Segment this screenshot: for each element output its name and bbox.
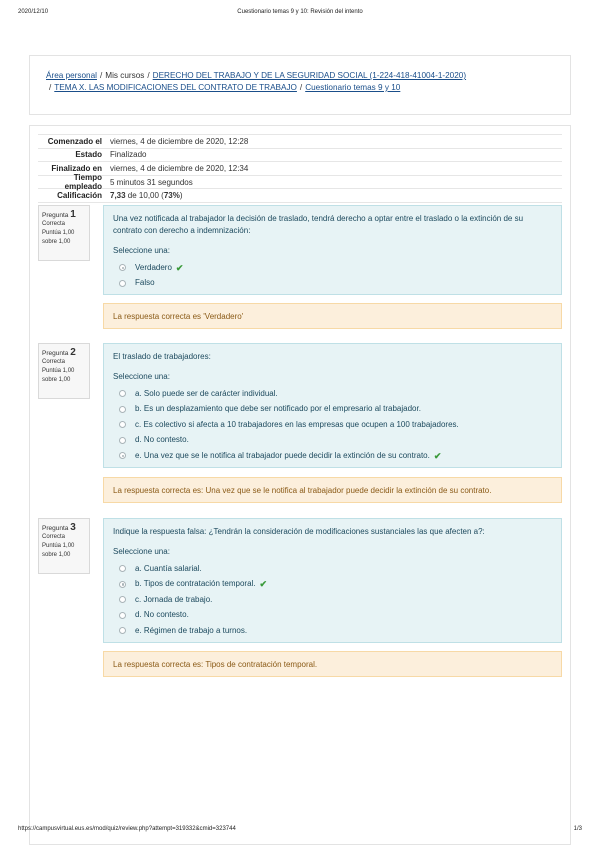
answer-option[interactable]: e. Una vez que se le notifica al trabajador puede decidir la extinción de su contrato. ✔ <box>113 448 552 464</box>
print-date: 2020/12/10 <box>18 9 49 15</box>
breadcrumb-topic-link[interactable]: TEMA X. LAS MODIFICACIONES DEL CONTRATO DE TRABAJO <box>54 83 297 92</box>
select-label: Seleccione una: <box>113 547 170 556</box>
radio-button[interactable] <box>119 437 126 444</box>
answer-option[interactable]: c. Es colectivo si afecta a 10 trabajadores en las empresas que ocupen a 100 trabajadores. <box>113 417 552 433</box>
checkmark-icon: ✔ <box>175 262 184 273</box>
breadcrumb-home-link[interactable]: Área personal <box>46 71 97 80</box>
question-1-feedback: La respuesta correcta es 'Verdadero' <box>103 303 562 329</box>
question-2-feedback: La respuesta correcta es: Una vez que se le notifica al trabajador puede decidir la extinción de su contrato. <box>103 477 562 503</box>
print-url: https://campusvirtual.eus.es/mod/quiz/review.php?attempt=319332&cmid=323744 <box>18 826 236 832</box>
radio-button[interactable] <box>119 581 126 588</box>
answer-option[interactable]: Verdadero ✔ <box>113 260 552 276</box>
summary-row-finished: Finalizado en viernes, 4 de diciembre de 2020, 12:34 <box>38 161 562 175</box>
attempt-summary-table <box>38 134 562 203</box>
answer-option[interactable]: d. No contesto. <box>113 608 552 624</box>
question-score: Puntúa 1,00 sobre 1,00 <box>42 368 75 383</box>
radio-button[interactable] <box>119 264 126 271</box>
question-prompt: Indique la respuesta falsa: ¿Tendrán la consideración de modificaciones sustanciales las que afecten a?: <box>113 527 485 536</box>
question-2-info: Pregunta 2 Correcta Puntúa 1,00 sobre 1,00 <box>38 343 90 399</box>
question-3-content <box>103 518 562 643</box>
answer-option[interactable]: b. Tipos de contratación temporal. ✔ <box>113 577 552 593</box>
summary-row-state: Estado Finalizado <box>38 148 562 162</box>
question-3-info: Pregunta 3 Correcta Puntúa 1,00 sobre 1,00 <box>38 518 90 574</box>
question-1-info: Pregunta 1 Correcta Puntúa 1,00 sobre 1,00 <box>38 205 90 261</box>
breadcrumb-quiz-link[interactable]: Cuestionario temas 9 y 10 <box>305 83 401 92</box>
question-prompt: Una vez notificada al trabajador la decisión de traslado, tendrá derecho a optar entre el traslado o la extinción de su contrato con derecho a indemnización: <box>113 214 524 235</box>
question-3-feedback: La respuesta correcta es: Tipos de contratación temporal. <box>103 651 562 677</box>
answer-option[interactable]: e. Régimen de trabajo a turnos. <box>113 623 552 639</box>
print-header <box>18 9 582 19</box>
radio-button[interactable] <box>119 565 126 572</box>
breadcrumb: Área personal / Mis cursos / DERECHO DEL TRABAJO Y DE LA SEGURIDAD SOCIAL (1-224-418-41004-1-2020) / TEMA X. LAS MODIFICACIONES DEL CONTRATO DE TRABAJO / Cuestionario temas 9 y 10 <box>29 55 571 115</box>
radio-button[interactable] <box>119 406 126 413</box>
answer-option[interactable]: Falso <box>113 276 552 292</box>
breadcrumb-my-courses: Mis cursos <box>105 71 145 80</box>
radio-button[interactable] <box>119 452 126 459</box>
radio-button[interactable] <box>119 627 126 634</box>
question-1-content <box>103 205 562 295</box>
radio-button[interactable] <box>119 421 126 428</box>
breadcrumb-course-link[interactable]: DERECHO DEL TRABAJO Y DE LA SEGURIDAD SOCIAL (1-224-418-41004-1-2020) <box>152 71 467 80</box>
print-title: Cuestionario temas 9 y 10: Revisión del intento <box>237 9 363 15</box>
select-label: Seleccione una: <box>113 246 170 255</box>
radio-button[interactable] <box>119 596 126 603</box>
answer-option[interactable]: a. Solo puede ser de carácter individual. <box>113 386 552 402</box>
question-score: Puntúa 1,00 sobre 1,00 <box>42 230 75 245</box>
question-number: 1 <box>70 209 76 220</box>
answer-option[interactable]: a. Cuantía salarial. <box>113 561 552 577</box>
question-status: Correcta <box>42 534 66 540</box>
question-status: Correcta <box>42 359 66 365</box>
answer-option[interactable]: b. Es un desplazamiento que debe ser notificado por el empresario al trabajador. <box>113 402 552 418</box>
answer-option[interactable]: d. No contesto. <box>113 433 552 449</box>
summary-row-grade: Calificación 7,33 de 10,00 (73%) <box>38 188 562 203</box>
summary-row-time-taken: Tiempo empleado 5 minutos 31 segundos <box>38 175 562 189</box>
answer-option[interactable]: c. Jornada de trabajo. <box>113 592 552 608</box>
print-page-number: 1/3 <box>573 826 582 832</box>
radio-button[interactable] <box>119 612 126 619</box>
question-status: Correcta <box>42 221 66 227</box>
question-number: 3 <box>70 522 76 533</box>
radio-button[interactable] <box>119 390 126 397</box>
checkmark-icon: ✔ <box>433 450 442 461</box>
question-number: 2 <box>70 347 76 358</box>
checkmark-icon: ✔ <box>259 579 268 590</box>
question-score: Puntúa 1,00 sobre 1,00 <box>42 543 75 558</box>
radio-button[interactable] <box>119 280 126 287</box>
print-footer <box>18 826 582 836</box>
question-2-content <box>103 343 562 468</box>
question-prompt: El traslado de trabajadores: <box>113 352 211 361</box>
select-label: Seleccione una: <box>113 372 170 381</box>
summary-row-started: Comenzado el viernes, 4 de diciembre de 2020, 12:28 <box>38 134 562 148</box>
